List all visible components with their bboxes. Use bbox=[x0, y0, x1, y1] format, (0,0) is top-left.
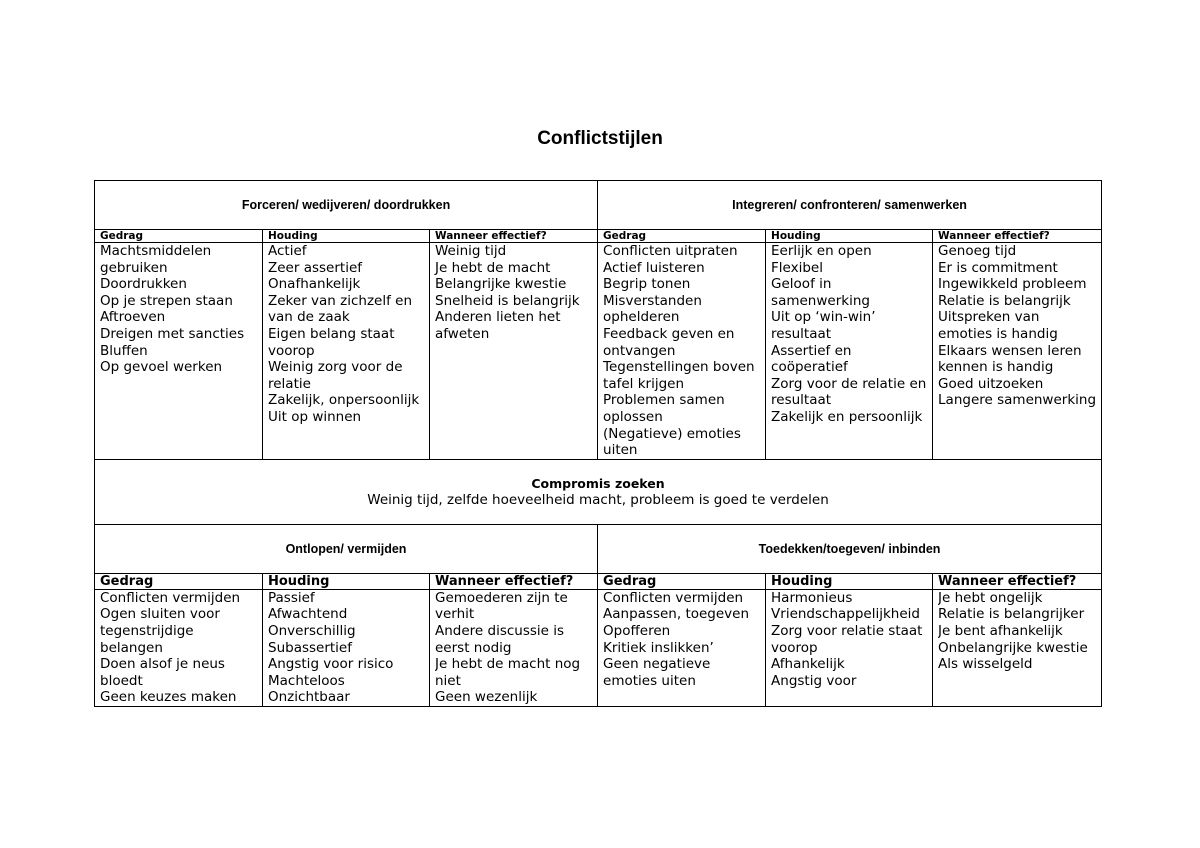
forceren-houding-list bbox=[268, 243, 424, 426]
integreren-houding-cell bbox=[766, 243, 933, 460]
list-item: Relatie is belangrijker bbox=[938, 606, 1085, 623]
integreren-wanneer-list bbox=[938, 243, 1096, 409]
forceren-houding-cell bbox=[263, 243, 430, 460]
list-item: Doen alsof je neus bloedt bbox=[100, 656, 225, 689]
list-item: Je bent afhankelijk bbox=[938, 622, 1063, 639]
list-item: Ogen sluiten voor tegenstrijdige belangen bbox=[100, 606, 220, 656]
list-item: Vriendschappelijkheid bbox=[771, 606, 920, 623]
toedekken-houding-list bbox=[771, 590, 927, 690]
list-item: Angstig voor risico bbox=[268, 656, 394, 673]
list-item: Op gevoel werken bbox=[100, 359, 223, 376]
toedekken-wanneer-list bbox=[938, 590, 1096, 673]
list-item: Belangrijke kwestie bbox=[435, 276, 567, 293]
section-title-forceren: Forceren/ wedijveren/ doordrukken bbox=[95, 181, 598, 230]
ontlopen-wanneer-cell bbox=[430, 589, 598, 706]
list-item: Conflicten uitpraten bbox=[603, 243, 738, 259]
list-item: Goed uitzoeken bbox=[938, 375, 1044, 392]
column-header-row-top bbox=[95, 230, 1102, 243]
list-item: Je hebt de macht bbox=[435, 259, 551, 276]
section-title-ontlopen: Ontlopen/ vermijden bbox=[95, 524, 598, 573]
list-item: Passief bbox=[268, 589, 315, 606]
forceren-gedrag-cell bbox=[95, 243, 263, 460]
content-row-bottom bbox=[95, 589, 1102, 706]
ontlopen-wanneer-list bbox=[435, 590, 592, 706]
section-title-integreren: Integreren/ confronteren/ samenwerken bbox=[598, 181, 1102, 230]
list-item: Onzichtbaar bbox=[268, 689, 350, 706]
col-header-wanneer: Wanneer effectief? bbox=[933, 573, 1102, 589]
toedekken-houding-cell bbox=[766, 589, 933, 706]
compromis-row bbox=[95, 459, 1102, 524]
list-item: Uit op ‘win-win’ resultaat bbox=[771, 309, 876, 342]
integreren-gedrag-cell bbox=[598, 243, 766, 460]
list-item: (Negatieve) emoties uiten bbox=[603, 425, 741, 459]
list-item: Machtsmiddelen gebruiken bbox=[100, 243, 212, 276]
list-item: Dreigen met sancties bbox=[100, 325, 245, 342]
list-item: Elkaars wensen leren kennen is handig bbox=[938, 342, 1082, 376]
list-item: Je hebt ongelijk bbox=[938, 589, 1043, 606]
list-item: Ingewikkeld probleem bbox=[938, 276, 1087, 293]
list-item: Geen keuzes maken bbox=[100, 689, 237, 706]
list-item: Flexibel bbox=[771, 259, 823, 276]
list-item: Eigen belang staat voorop bbox=[268, 325, 395, 359]
section-header-row-top bbox=[95, 181, 1102, 230]
col-header-gedrag: Gedrag bbox=[95, 573, 263, 589]
list-item: Zeker van zichzelf en van de zaak bbox=[268, 292, 413, 326]
ontlopen-houding-list bbox=[268, 590, 424, 706]
list-item: Geloof in samenwerking bbox=[771, 276, 870, 309]
list-item: Uitspreken van emoties is handig bbox=[938, 309, 1058, 342]
col-header-wanneer: Wanneer effectief? bbox=[430, 573, 598, 589]
list-item: Weinig tijd bbox=[435, 243, 507, 259]
integreren-gedrag-list bbox=[603, 243, 760, 459]
list-item: Afhankelijk bbox=[771, 656, 845, 673]
list-item: Eerlijk en open bbox=[771, 243, 872, 259]
conflict-styles-table bbox=[94, 180, 1102, 707]
list-item: Feedback geven en ontvangen bbox=[603, 325, 735, 359]
list-item: Bluffen bbox=[100, 342, 148, 359]
page-title: Conflictstijlen bbox=[537, 128, 663, 149]
list-item: Gemoederen zijn te verhit bbox=[435, 589, 568, 623]
list-item: Conflicten vermijden bbox=[100, 589, 241, 606]
list-item: Conflicten vermijden bbox=[603, 589, 744, 606]
list-item: Doordrukken bbox=[100, 276, 187, 293]
list-item: Assertief en coöperatief bbox=[771, 342, 852, 376]
col-header-houding: Houding bbox=[263, 230, 430, 243]
col-header-wanneer: Wanneer effectief? bbox=[430, 230, 598, 243]
list-item: Uit op winnen bbox=[268, 408, 362, 425]
toedekken-wanneer-cell bbox=[933, 589, 1102, 706]
compromis-title: Compromis zoeken bbox=[531, 475, 665, 491]
list-item: Zeer assertief bbox=[268, 259, 362, 276]
list-item: Je hebt de macht nog niet bbox=[435, 656, 581, 689]
col-header-houding: Houding bbox=[263, 573, 430, 589]
list-item: Zorg voor de relatie en resultaat bbox=[771, 375, 927, 409]
list-item: Afwachtend bbox=[268, 606, 348, 623]
integreren-wanneer-cell bbox=[933, 243, 1102, 460]
column-header-row-bottom bbox=[95, 573, 1102, 589]
list-item: Angstig voor bbox=[771, 672, 857, 689]
list-item: Snelheid is belangrijk bbox=[435, 292, 580, 309]
list-item: Genoeg tijd bbox=[938, 243, 1017, 259]
content-row-top bbox=[95, 243, 1102, 460]
compromis-text: Weinig tijd, zelfde hoeveelheid macht, probleem is goed te verdelen bbox=[367, 491, 829, 508]
list-item: Onverschillig bbox=[268, 622, 356, 639]
list-item: Relatie is belangrijk bbox=[938, 292, 1071, 309]
list-item: Tegenstellingen boven tafel krijgen bbox=[603, 359, 755, 392]
list-item: Onbelangrijke kwestie bbox=[938, 639, 1088, 656]
col-header-wanneer: Wanneer effectief? bbox=[933, 230, 1102, 243]
ontlopen-gedrag-list bbox=[100, 590, 257, 706]
list-item: Als wisselgeld bbox=[938, 656, 1033, 673]
col-header-gedrag: Gedrag bbox=[95, 230, 263, 243]
col-header-gedrag: Gedrag bbox=[598, 230, 766, 243]
section-title-toedekken: Toedekken/toegeven/ inbinden bbox=[598, 524, 1102, 573]
list-item: Zakelijk, onpersoonlijk bbox=[268, 392, 420, 409]
list-item: Machteloos bbox=[268, 672, 345, 689]
list-item: Harmonieus bbox=[771, 589, 853, 606]
list-item: Zorg voor relatie staat voorop bbox=[771, 622, 923, 656]
list-item: Actief bbox=[268, 243, 307, 259]
forceren-gedrag-list bbox=[100, 243, 257, 376]
col-header-houding: Houding bbox=[766, 573, 933, 589]
list-item: Langere samenwerking bbox=[938, 392, 1097, 409]
list-item: Zakelijk en persoonlijk bbox=[771, 408, 923, 425]
list-item: Subassertief bbox=[268, 639, 352, 656]
ontlopen-gedrag-cell bbox=[95, 589, 263, 706]
list-item: Anderen lieten het afweten bbox=[435, 309, 561, 342]
list-item: Weinig zorg voor de relatie bbox=[268, 359, 403, 392]
col-header-houding: Houding bbox=[766, 230, 933, 243]
section-header-row-bottom bbox=[95, 524, 1102, 573]
list-item: Op je strepen staan bbox=[100, 292, 233, 309]
list-item: Misverstanden ophelderen bbox=[603, 292, 702, 326]
ontlopen-houding-cell bbox=[263, 589, 430, 706]
list-item: Onafhankelijk bbox=[268, 276, 361, 293]
list-item: Aftroeven bbox=[100, 309, 166, 326]
list-item: Geen negatieve emoties uiten bbox=[603, 656, 711, 689]
col-header-gedrag: Gedrag bbox=[598, 573, 766, 589]
list-item: Aanpassen, toegeven bbox=[603, 606, 750, 623]
toedekken-gedrag-list bbox=[603, 590, 760, 690]
list-item: Begrip tonen bbox=[603, 276, 691, 293]
compromis-cell bbox=[95, 459, 1102, 524]
list-item: Actief luisteren bbox=[603, 259, 705, 276]
integreren-houding-list bbox=[771, 243, 927, 426]
forceren-wanneer-cell bbox=[430, 243, 598, 460]
forceren-wanneer-list bbox=[435, 243, 592, 343]
list-item: Opofferen bbox=[603, 622, 671, 639]
list-item: Problemen samen oplossen bbox=[603, 392, 725, 425]
list-item: Er is commitment bbox=[938, 259, 1058, 276]
toedekken-gedrag-cell bbox=[598, 589, 766, 706]
list-item: Geen wezenlijk bbox=[435, 689, 538, 706]
list-item: Andere discussie is eerst nodig bbox=[435, 622, 565, 656]
list-item: Kritiek inslikken’ bbox=[603, 639, 714, 656]
